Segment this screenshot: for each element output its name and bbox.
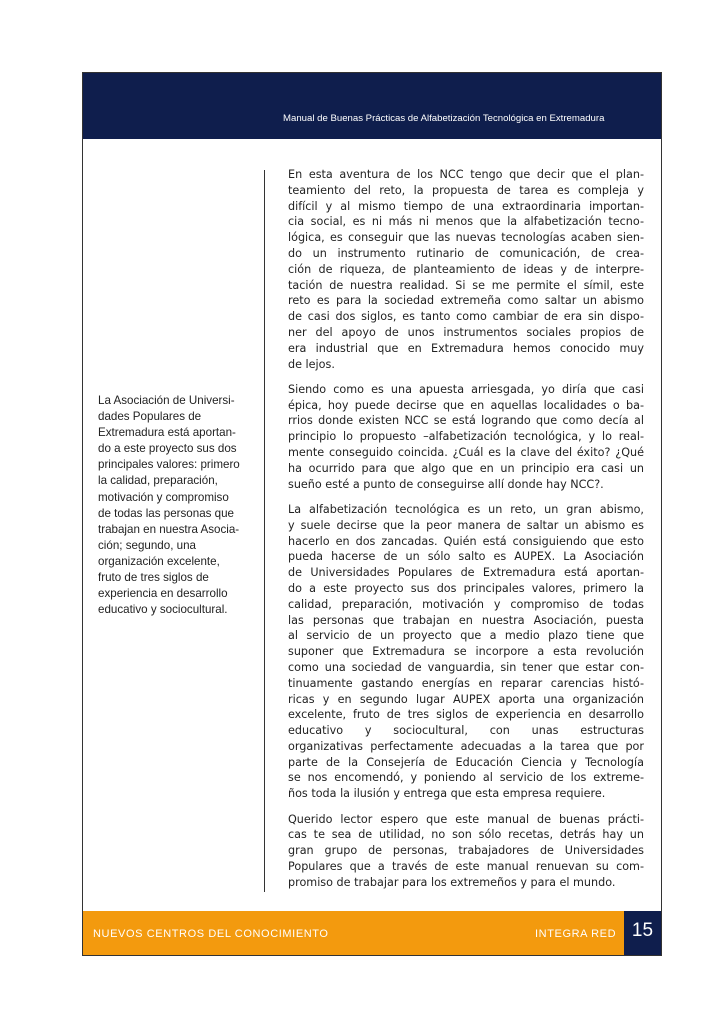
sidebar-pull-quote bbox=[98, 393, 252, 618]
sidebar-line: ción; segundo, una bbox=[98, 538, 196, 552]
sidebar-line: Extremadura está aportan- bbox=[98, 426, 236, 440]
body-line: ricas y en segundo lugar AUPEX aporta una organización bbox=[288, 692, 644, 706]
body-line: cia social, es ni más ni menos que la alfabetización tecno- bbox=[288, 215, 644, 229]
body-line: era industrial que en Extremadura hemos conocido muy bbox=[288, 341, 644, 355]
footer-publisher: INTEGRA RED bbox=[535, 928, 617, 940]
body-line: principio lo propuesto –alfabetización tecnológica, y lo real- bbox=[288, 430, 644, 444]
body-line: Siendo como es una apuesta arriesgada, yo diría que casi bbox=[288, 382, 644, 396]
body-line: Querido lector espero que este manual de buenas prácti- bbox=[288, 812, 644, 826]
body-line: reto es para la sociedad extremeña como saltar un abismo bbox=[288, 294, 644, 308]
page-number: 15 bbox=[631, 920, 654, 941]
body-line: excelente, fruto de tres siglos de experiencia en desarrollo bbox=[288, 708, 644, 722]
body-line: calidad, preparación, motivación y compromiso de todas bbox=[288, 597, 644, 611]
sidebar-line: trabajan en nuestra Asocia- bbox=[98, 522, 240, 536]
body-line: hacerlo en dos zancadas. Quién está consiguiendo que esto bbox=[288, 534, 644, 548]
body-line: al servicio de un proyecto que a medio plazo tiene que bbox=[288, 629, 644, 643]
body-line: de Universidades Populares de Extremadura está aportan- bbox=[288, 566, 644, 580]
sidebar-line: fruto de tres siglos de bbox=[98, 571, 209, 585]
column-divider bbox=[264, 170, 265, 892]
body-line: teamiento del reto, la propuesta de tarea es compleja y bbox=[288, 183, 644, 197]
header-band bbox=[83, 73, 661, 139]
body-line: se nos encomendó, y poniendo al servicio de los extreme- bbox=[288, 771, 644, 785]
sidebar-line: do a este proyecto sus dos bbox=[98, 442, 237, 456]
body-line: Populares que a través de este manual renuevan su com- bbox=[288, 859, 644, 873]
body-line: rrios donde existen NCC se está logrando que como decía al bbox=[288, 414, 644, 428]
sidebar-line: la calidad, preparación, bbox=[98, 474, 218, 488]
body-line: pueda hacerse de un sólo salto es AUPEX. La Asociación bbox=[288, 550, 644, 564]
body-line: educativo y sociocultural, con unas estructuras bbox=[288, 724, 644, 738]
body-line: tinuamente gastando energías en reparar carencias histó- bbox=[288, 676, 644, 690]
body-line: difícil y al mismo tiempo de una extraordinaria importan- bbox=[288, 199, 644, 213]
sidebar-line: organización excelente, bbox=[98, 554, 220, 568]
body-line: do a este proyecto sus dos principales valores, primero la bbox=[288, 581, 644, 595]
body-line: ner del apoyo de unos instrumentos sociales propios de bbox=[288, 325, 644, 339]
body-line: sueño esté a punto de conseguirse allí donde hay NCC?. bbox=[288, 477, 604, 491]
body-line: las personas que trabajan en nuestra Asociación, puesta bbox=[288, 613, 644, 627]
body-paragraph bbox=[288, 502, 644, 802]
body-line: ños toda la ilusión y entrega que esta empresa requiere. bbox=[288, 787, 606, 801]
body-line: La alfabetización tecnológica es un reto, un gran abismo, bbox=[288, 502, 644, 516]
body-line: tación de nuestra realidad. Si se me permite el símil, este bbox=[288, 278, 644, 292]
body-line: gran grupo de personas, trabajadores de Universidades bbox=[288, 844, 644, 858]
footer-section-title: NUEVOS CENTROS DEL CONOCIMIENTO bbox=[93, 928, 329, 940]
body-line: épica, hoy puede decirse que en aquellas localidades o ba- bbox=[288, 398, 644, 412]
body-line: organizativas perfectamente adecuadas a la tarea que por bbox=[288, 739, 644, 753]
body-line: y suele decirse que la peor manera de saltar un abismo es bbox=[288, 518, 644, 532]
sidebar-line: principales valores: primero bbox=[98, 458, 240, 472]
body-line: ción de riqueza, de planteamiento de ideas y de interpre- bbox=[288, 262, 644, 276]
running-title: Manual de Buenas Prácticas de Alfabetización Tecnológica en Extremadura bbox=[283, 113, 605, 124]
body-line: de lejos. bbox=[288, 357, 335, 371]
body-line: lógica, es conseguir que las nuevas tecnologías acaben sien- bbox=[288, 231, 644, 245]
sidebar-line: La Asociación de Universi- bbox=[98, 394, 235, 407]
body-line: parte de la Consejería de Educación Ciencia y Tecnología bbox=[288, 755, 644, 769]
body-paragraph bbox=[288, 812, 644, 891]
sidebar-line: educativo y sociocultural. bbox=[98, 603, 228, 617]
sidebar-line: dades Populares de bbox=[98, 410, 202, 424]
sidebar-line: de todas las personas que bbox=[98, 506, 235, 520]
body-line: mente conseguido coincida. ¿Cuál es la clave del éxito? ¿Qué bbox=[288, 446, 644, 460]
body-line: do un instrumento rutinario de comunicación, de crea- bbox=[288, 246, 644, 260]
body-text bbox=[288, 167, 644, 900]
sidebar-line: experiencia en desarrollo bbox=[98, 587, 228, 601]
body-line: promiso de trabajar para los extremeños y para el mundo. bbox=[288, 875, 616, 889]
body-paragraph bbox=[288, 167, 644, 372]
body-paragraph bbox=[288, 382, 644, 493]
body-line: cas te sea de utilidad, no son sólo recetas, detrás hay un bbox=[288, 828, 644, 842]
body-line: de casi dos siglos, es tanto como cambiar de era sin dispo- bbox=[288, 310, 644, 324]
body-line: como una sociedad de vanguardia, sin tener que estar con- bbox=[288, 660, 644, 674]
body-line: ha ocurrido para que algo que en un principio era casi un bbox=[288, 461, 644, 475]
body-line: suponer que Extremadura se incorpore a esta revolución bbox=[288, 645, 644, 659]
body-line: En esta aventura de los NCC tengo que decir que el plan- bbox=[288, 168, 644, 181]
sidebar-line: motivación y compromiso bbox=[98, 490, 229, 504]
